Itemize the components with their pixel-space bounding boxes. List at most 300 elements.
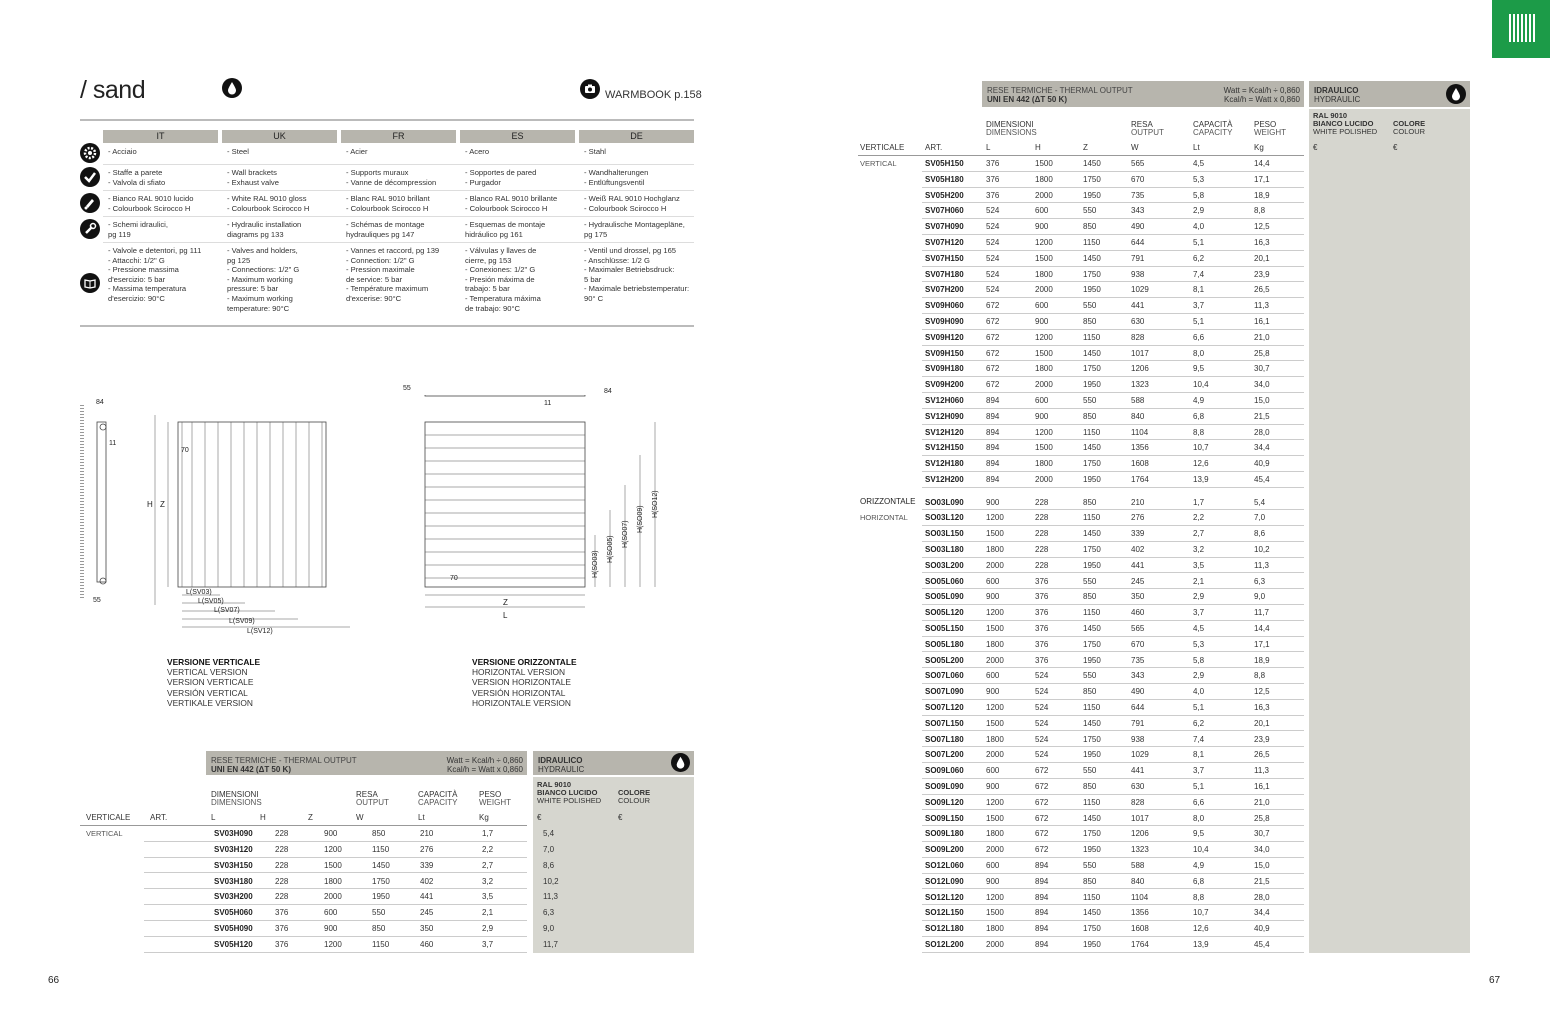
article-code: SO09L060 xyxy=(925,766,964,776)
table-header xyxy=(982,81,1304,107)
table-cell: 460 xyxy=(420,939,434,949)
table-cell: 1764 xyxy=(1131,939,1149,949)
dim-label: L(SV12) xyxy=(247,628,273,635)
table-cell: 18,9 xyxy=(1254,655,1270,665)
product-title: / sand xyxy=(80,76,146,104)
spec-cell: - Acero xyxy=(465,147,490,156)
currency: € xyxy=(1313,143,1318,152)
table-cell: 1608 xyxy=(1131,924,1149,934)
table-cell: 900 xyxy=(324,924,338,934)
article-code: SO09L150 xyxy=(925,813,964,823)
spec-cell: - Ventil und drossel, pg 165 - Anschlüsse: 1/2 G - Maximaler Betriebsdruck: 5 bar - Maximale betriebstemperatur: 90° C xyxy=(584,246,690,303)
header-text: RESE TERMICHE - THERMAL OUTPUT xyxy=(987,86,1133,95)
table-cell: 1017 xyxy=(1131,813,1149,823)
table-cell: 1500 xyxy=(1035,348,1053,358)
spec-cell: - Válvulas y llaves de cierre, pg 153 - Conexiones: 1/2" G - Presión máxima de trabajo: 5 bar - Temperatura máxima de trabajo: 90°C xyxy=(465,246,541,313)
header-text: COLOUR xyxy=(1393,127,1426,136)
table-cell: 1800 xyxy=(986,829,1004,839)
table-row xyxy=(144,842,555,858)
table-cell: 5,1 xyxy=(1193,317,1205,326)
table-cell: 11,3 xyxy=(1254,301,1269,311)
table-cell: 791 xyxy=(1131,253,1145,263)
col-header: L xyxy=(986,143,991,152)
article-code: SV05H200 xyxy=(925,190,964,200)
table-cell: 228 xyxy=(1035,544,1049,554)
header-text: BIANCO LUCIDO xyxy=(1313,119,1374,128)
table-cell: 850 xyxy=(1083,222,1097,232)
table-cell: 3,7 xyxy=(1193,608,1205,618)
article-code: SO05L150 xyxy=(925,623,964,633)
col-header: ART. xyxy=(925,143,943,152)
table-cell: 8,6 xyxy=(543,860,555,870)
header-text: UNI EN 442 (ΔT 50 K) xyxy=(987,95,1067,104)
table-cell: 7,0 xyxy=(543,844,555,854)
table-cell: 16,3 xyxy=(1254,238,1270,247)
table-cell: 600 xyxy=(1035,301,1049,311)
dims-header xyxy=(211,791,262,807)
table-cell: 20,1 xyxy=(1254,718,1270,728)
table-cell: 550 xyxy=(1083,301,1097,311)
table-cell: 524 xyxy=(986,206,1000,216)
header-text: IDRAULICO xyxy=(538,756,583,765)
table-row xyxy=(922,203,1304,219)
caption-line: VERSIONE VERTICALE xyxy=(167,657,261,667)
dim-label: 55 xyxy=(93,597,101,604)
table-cell: 228 xyxy=(275,860,289,870)
table-cell: 1750 xyxy=(1083,174,1101,184)
table-cell: 40,9 xyxy=(1254,459,1270,469)
table-row xyxy=(922,330,1304,346)
spec-cell: - Staffe a parete - Valvola di sfiato xyxy=(108,168,166,187)
table-row xyxy=(922,558,1304,574)
caption-line: HORIZONTAL VERSION xyxy=(472,667,566,678)
table-cell: 1764 xyxy=(1131,475,1149,484)
table-cell: 850 xyxy=(1083,781,1097,791)
caption-line: VERSION VERTICALE xyxy=(167,677,254,688)
table-cell: 524 xyxy=(1035,718,1049,728)
table-cell: 672 xyxy=(986,317,1000,326)
table-cell: 34,4 xyxy=(1254,443,1270,453)
header-text: WHITE POLISHED xyxy=(1313,127,1378,136)
article-code: SV09H120 xyxy=(925,332,964,342)
table-cell: 21,0 xyxy=(1254,332,1270,342)
table-cell: 5,4 xyxy=(543,829,555,838)
table-cell: 2000 xyxy=(1035,190,1053,200)
table-cell: 5,1 xyxy=(1193,238,1205,247)
table-cell: 1950 xyxy=(1083,190,1101,200)
table-cell: 894 xyxy=(1035,860,1049,870)
table-row xyxy=(922,653,1304,669)
table-row xyxy=(922,440,1304,456)
table-cell: 10,2 xyxy=(1254,544,1270,554)
table-row xyxy=(922,377,1304,393)
table-row xyxy=(922,346,1304,362)
dim-label: 55 xyxy=(403,385,411,392)
group-label: HORIZONTAL xyxy=(860,513,908,522)
capacity-header xyxy=(1193,121,1232,137)
group-label: VERTICALE xyxy=(860,143,905,152)
col-header: Z xyxy=(1083,143,1088,152)
table-cell: 376 xyxy=(1035,639,1049,649)
table-cell: 6,2 xyxy=(1193,253,1205,263)
article-code: SO03L120 xyxy=(925,513,964,523)
table-cell: 1200 xyxy=(324,939,342,949)
article-code: SV12H090 xyxy=(925,411,964,421)
article-code: SV12H120 xyxy=(925,427,964,437)
table-cell: 1200 xyxy=(986,608,1004,618)
header-text: DIMENSIONS xyxy=(986,128,1037,137)
article-code: SO12L090 xyxy=(925,876,964,886)
divider xyxy=(80,325,694,327)
table-cell: 6,6 xyxy=(1193,332,1205,342)
table-cell: 34,0 xyxy=(1254,380,1270,390)
table-cell: 524 xyxy=(986,238,1000,247)
table-cell: 2,2 xyxy=(1193,513,1205,523)
article-code: SV09H090 xyxy=(925,317,964,326)
table-cell: 1206 xyxy=(1131,829,1149,839)
table-cell: 900 xyxy=(986,592,1000,602)
table-cell: 1750 xyxy=(1083,544,1101,554)
table-cell: 840 xyxy=(1131,876,1145,886)
table-cell: 441 xyxy=(420,892,434,902)
table-cell: 900 xyxy=(986,781,1000,791)
dim-label: Z xyxy=(503,598,508,607)
header-text: RESE TERMICHE - THERMAL OUTPUT xyxy=(211,756,357,765)
water-drop-icon xyxy=(1446,84,1466,104)
vertical-drawing xyxy=(82,405,326,600)
article-code: SV12H150 xyxy=(925,443,964,453)
table-cell: 8,8 xyxy=(1254,206,1266,216)
table-cell: 6,2 xyxy=(1193,718,1205,728)
table-cell: 1200 xyxy=(324,844,342,854)
table-cell: 1323 xyxy=(1131,380,1149,390)
table-cell: 228 xyxy=(275,844,289,854)
table-cell: 850 xyxy=(1083,687,1097,697)
currency: € xyxy=(618,813,623,822)
table-cell: 735 xyxy=(1131,190,1145,200)
ral-header xyxy=(533,777,694,809)
table-cell: 4,9 xyxy=(1193,860,1205,870)
table-row xyxy=(144,937,558,953)
col-header: ART. xyxy=(150,813,168,822)
dim-label: 84 xyxy=(604,388,612,395)
table-cell: 490 xyxy=(1131,687,1145,697)
table-row xyxy=(922,763,1304,779)
spec-cell: - Vannes et raccord, pg 139 - Connection: 1/2" G - Pression maximale de service: 5 bar - Température maximum d'excerise: 90°C xyxy=(346,246,440,303)
table-cell: 2,9 xyxy=(482,924,494,934)
table-cell: 7,0 xyxy=(1254,513,1266,523)
table-cell: 441 xyxy=(1131,766,1145,776)
table-cell: 1750 xyxy=(1083,924,1101,934)
table-cell: 1206 xyxy=(1131,364,1149,374)
article-code: SO05L060 xyxy=(925,576,964,586)
article-code: SO12L200 xyxy=(925,939,964,949)
header-text xyxy=(447,756,523,774)
spec-cell: - Bianco RAL 9010 lucido - Colourbook Scirocco H xyxy=(108,194,194,213)
dim-label: L xyxy=(503,611,508,620)
divider xyxy=(103,216,694,217)
article-code: SO05L180 xyxy=(925,639,964,649)
table-cell: 276 xyxy=(420,844,434,854)
dim-label: L(SV09) xyxy=(229,618,255,625)
table-cell: 376 xyxy=(1035,655,1049,665)
table-cell: 1450 xyxy=(372,860,390,870)
table-cell: 1450 xyxy=(1083,813,1101,823)
table-cell: 10,4 xyxy=(1193,845,1209,855)
dim-label: Z xyxy=(160,500,165,509)
header-text: Kcal/h = Watt x 0,860 xyxy=(1224,95,1300,104)
article-code: SV03H090 xyxy=(214,829,253,838)
table-cell: 1950 xyxy=(1083,845,1101,855)
group-label: VERTICALE xyxy=(86,813,131,822)
header-text: WEIGHT xyxy=(479,798,511,807)
header-text: PESO xyxy=(1254,120,1277,129)
ral-header xyxy=(1309,109,1470,139)
header-text xyxy=(1224,86,1300,104)
table-cell: 3,7 xyxy=(1193,766,1205,776)
table-cell: 4,0 xyxy=(1193,687,1205,697)
table-row xyxy=(922,874,1304,890)
table-cell: 672 xyxy=(986,364,1000,374)
table-cell: 460 xyxy=(1131,608,1145,618)
header-text: COLORE xyxy=(1393,119,1426,128)
table-cell: 16,1 xyxy=(1254,781,1270,791)
table-row xyxy=(922,510,1304,526)
table-cell: 20,1 xyxy=(1254,253,1270,263)
table-cell: 276 xyxy=(1131,513,1145,523)
table-cell: 30,7 xyxy=(1254,364,1270,374)
table-row xyxy=(922,842,1304,858)
table-cell: 6,3 xyxy=(1254,576,1266,586)
caption-line: VERSIÓN HORIZONTAL xyxy=(472,687,566,698)
header-text: OUTPUT xyxy=(356,798,389,807)
table-cell: 490 xyxy=(1131,222,1145,232)
table-cell: 1200 xyxy=(986,797,1004,807)
header-text: RAL 9010 xyxy=(1313,111,1348,120)
table-cell: 1450 xyxy=(1083,908,1101,918)
table-cell: 8,0 xyxy=(1193,813,1205,823)
table-cell: 5,1 xyxy=(1193,702,1205,712)
table-cell: 1200 xyxy=(1035,427,1053,437)
table-row xyxy=(922,393,1304,409)
table-cell: 1500 xyxy=(1035,159,1053,168)
dim-label: H xyxy=(147,500,153,509)
article-code: SO03L090 xyxy=(925,497,964,507)
table-row xyxy=(922,542,1304,558)
table-cell: 1200 xyxy=(986,513,1004,523)
table-cell: 1450 xyxy=(1083,443,1101,453)
warmbook-reference: WARMBOOK p.158 xyxy=(605,89,702,101)
table-cell: 6,3 xyxy=(543,908,555,918)
column-header-row xyxy=(858,140,1304,156)
table-cell: 13,9 xyxy=(1193,475,1209,484)
table-cell: 894 xyxy=(1035,908,1049,918)
table-cell: 350 xyxy=(420,924,434,934)
table-cell: 10,4 xyxy=(1193,380,1209,390)
table-cell: 6,8 xyxy=(1193,876,1205,886)
table-cell: 8,1 xyxy=(1193,285,1205,295)
output-header xyxy=(1131,121,1164,137)
book-icon xyxy=(80,273,100,293)
article-code: SV05H120 xyxy=(214,939,253,949)
table-cell: 828 xyxy=(1131,332,1145,342)
table-cell: 11,3 xyxy=(1254,560,1269,570)
table-cell: 9,5 xyxy=(1193,364,1205,374)
article-code: SV05H180 xyxy=(925,174,964,184)
table-cell: 600 xyxy=(1035,396,1049,405)
spec-cell: - Weiß RAL 9010 Hochglanz - Colourbook Scirocco H xyxy=(584,194,680,213)
table-cell: 850 xyxy=(1083,411,1097,421)
table-cell: 1150 xyxy=(1083,332,1101,342)
header-text: CAPACITY xyxy=(418,798,458,807)
table-cell: 1750 xyxy=(1083,364,1101,374)
table-cell: 600 xyxy=(986,766,1000,776)
lang-header-es: ES xyxy=(460,130,575,143)
table-cell: 10,2 xyxy=(543,876,559,886)
dim-label: 70 xyxy=(450,575,458,582)
output-header xyxy=(356,791,389,807)
article-code: SO12L180 xyxy=(925,924,964,934)
table-cell: 228 xyxy=(275,876,289,886)
table-cell: 26,5 xyxy=(1254,750,1270,760)
col-header: W xyxy=(356,813,364,822)
table-cell: 1800 xyxy=(986,734,1004,744)
table-cell: 11,3 xyxy=(1254,766,1269,776)
table-cell: 2000 xyxy=(986,655,1004,665)
article-code: SO03L200 xyxy=(925,560,964,570)
table-cell: 1500 xyxy=(986,623,1004,633)
article-code: SO05L200 xyxy=(925,655,964,665)
table-cell: 1500 xyxy=(986,813,1004,823)
table-cell: 2000 xyxy=(986,560,1004,570)
table-cell: 900 xyxy=(986,876,1000,886)
table-cell: 11,7 xyxy=(543,939,558,949)
header-text: WHITE POLISHED xyxy=(537,796,602,805)
technical-drawing xyxy=(80,395,700,645)
table-cell: 339 xyxy=(420,860,434,870)
thermal-output-table-left xyxy=(80,751,694,956)
table-cell: 343 xyxy=(1131,671,1145,681)
table-row xyxy=(922,361,1304,377)
table-cell: 9,0 xyxy=(543,924,555,934)
horizontal-drawing xyxy=(410,395,605,587)
table-cell: 2000 xyxy=(1035,285,1053,295)
table-row xyxy=(922,156,1304,172)
table-cell: 210 xyxy=(1131,497,1145,507)
header-text: UNI EN 442 (ΔT 50 K) xyxy=(211,765,291,774)
table-cell: 1950 xyxy=(1083,380,1101,390)
table-cell: 228 xyxy=(1035,529,1049,539)
table-cell: 1150 xyxy=(1083,608,1101,618)
spec-cell: - Acier xyxy=(346,147,368,156)
table-cell: 850 xyxy=(372,829,386,838)
table-cell: 6,6 xyxy=(1193,797,1205,807)
table-cell: 2,7 xyxy=(1193,529,1205,539)
table-cell: 16,3 xyxy=(1254,702,1270,712)
header-text: Kcal/h = Watt x 0,860 xyxy=(447,765,523,774)
table-cell: 11,3 xyxy=(543,892,558,902)
table-row xyxy=(922,732,1304,748)
table-cell: 2,9 xyxy=(1193,671,1205,681)
article-code: SV07H090 xyxy=(925,222,964,232)
article-code: SV05H150 xyxy=(925,159,964,168)
table-cell: 672 xyxy=(1035,781,1049,791)
spec-cell: - Steel xyxy=(227,147,249,156)
spec-cell: - Schemi idraulici, pg 119 xyxy=(108,220,168,239)
group-label: VERTICAL xyxy=(86,829,123,838)
spec-cell: - Esquemas de montaje hidráulico pg 161 xyxy=(465,220,546,239)
table-cell: 1450 xyxy=(1083,159,1101,168)
article-code: SV07H060 xyxy=(925,206,964,216)
table-cell: 1800 xyxy=(1035,269,1053,279)
table-cell: 441 xyxy=(1131,301,1145,311)
table-cell: 894 xyxy=(1035,924,1049,934)
table-cell: 13,9 xyxy=(1193,939,1209,949)
spec-cell: - Wall brackets - Exhaust valve xyxy=(227,168,279,187)
table-cell: 550 xyxy=(1083,671,1097,681)
table-cell: 1950 xyxy=(372,892,390,902)
table-cell: 8,6 xyxy=(1254,529,1266,539)
article-code: SO12L150 xyxy=(925,908,964,918)
divider xyxy=(103,190,694,191)
table-cell: 5,8 xyxy=(1193,190,1205,200)
caption-line: VERSIONE ORIZZONTALE xyxy=(472,657,577,667)
table-row xyxy=(922,811,1304,827)
table-cell: 18,9 xyxy=(1254,190,1270,200)
table-cell: 12,6 xyxy=(1193,924,1209,934)
table-row xyxy=(922,937,1304,953)
table-cell: 5,3 xyxy=(1193,639,1205,649)
currency: € xyxy=(1393,143,1398,152)
table-row xyxy=(922,456,1304,472)
table-cell: 894 xyxy=(986,411,1000,421)
table-cell: 850 xyxy=(1083,592,1097,602)
table-row xyxy=(922,314,1304,330)
water-drop-icon xyxy=(671,753,690,772)
table-cell: 376 xyxy=(986,190,1000,200)
table-cell: 1323 xyxy=(1131,845,1149,855)
table-cell: 1029 xyxy=(1131,750,1149,760)
table-cell: 3,2 xyxy=(482,876,494,886)
header-text: CAPACITY xyxy=(1193,128,1233,137)
dims-header xyxy=(986,121,1037,137)
table-cell: 894 xyxy=(1035,939,1049,949)
table-cell: 1150 xyxy=(372,939,390,949)
table-row xyxy=(144,889,558,905)
table-cell: 1500 xyxy=(324,860,342,870)
table-cell: 1200 xyxy=(1035,238,1053,247)
article-code: SV05H060 xyxy=(214,908,253,918)
table-cell: 2000 xyxy=(324,892,342,902)
table-cell: 1150 xyxy=(372,844,390,854)
table-cell: 210 xyxy=(420,829,434,838)
table-cell: 30,7 xyxy=(1254,829,1270,839)
col-header: Kg xyxy=(1254,143,1264,152)
table-cell: 2,1 xyxy=(1193,576,1205,586)
table-cell: 8,8 xyxy=(1193,427,1205,437)
col-header: Z xyxy=(308,813,313,822)
table-cell: 600 xyxy=(1035,206,1049,216)
article-code: SV07H120 xyxy=(925,238,964,247)
table-header xyxy=(206,751,527,775)
table-cell: 4,9 xyxy=(1193,396,1205,405)
table-cell: 550 xyxy=(1083,396,1097,405)
table-cell: 17,1 xyxy=(1254,174,1270,184)
table-cell: 3,5 xyxy=(1193,560,1205,570)
spec-cell: - Blanc RAL 9010 brillant - Colourbook Scirocco H xyxy=(346,194,430,213)
table-cell: 2,1 xyxy=(482,908,494,918)
table-cell: 850 xyxy=(1083,317,1097,326)
